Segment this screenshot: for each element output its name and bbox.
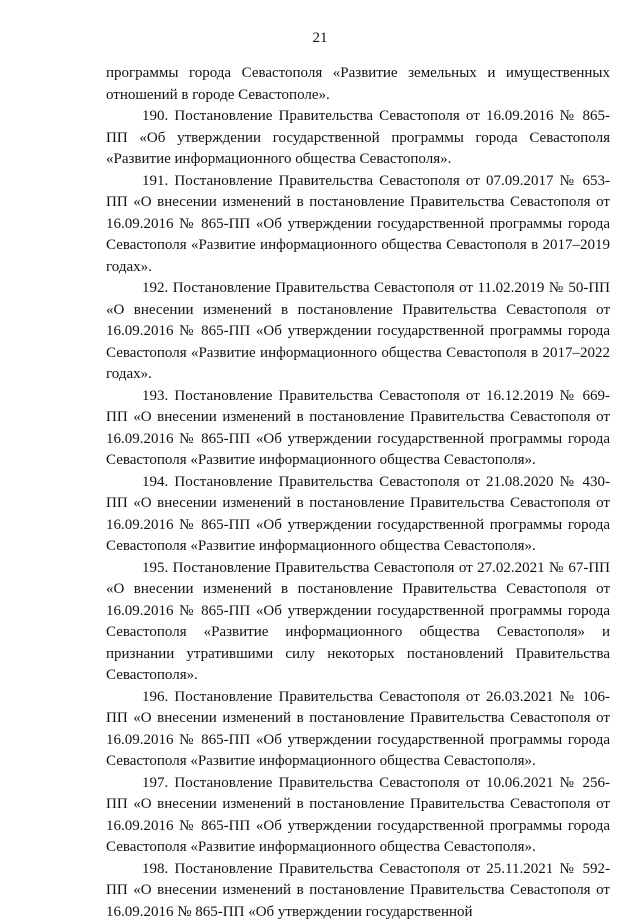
list-item-192: 192. Постановление Правительства Севастополя от 11.02.2019 № 50-ПП «О внесении изменений в постановление Правительства Севастополя от 16.09.2016 № 865-ПП «Об утверждении государственной программы города Севастополя «Развитие информационного общества Севастополя в 2017–2022 годах». xyxy=(106,278,610,386)
list-item-191: 191. Постановление Правительства Севастополя от 07.09.2017 № 653-ПП «О внесении изменений в постановление Правительства Севастополя от 16.09.2016 № 865-ПП «Об утверждении государственной программы города Севастополя «Развитие информационного общества Севастополя в 2017–2019 годах». xyxy=(106,171,610,279)
list-item-194: 194. Постановление Правительства Севастополя от 21.08.2020 № 430-ПП «О внесении изменений в постановление Правительства Севастополя от 16.09.2016 № 865-ПП «Об утверждении государственной программы города Севастополя «Развитие информационного общества Севастополя». xyxy=(106,472,610,558)
list-item-196: 196. Постановление Правительства Севастополя от 26.03.2021 № 106-ПП «О внесении изменений в постановление Правительства Севастополя от 16.09.2016 № 865-ПП «Об утверждении государственной программы города Севастополя «Развитие информационного общества Севастополя». xyxy=(106,687,610,773)
page-number: 21 xyxy=(0,30,640,47)
list-item-195: 195. Постановление Правительства Севастополя от 27.02.2021 № 67-ПП «О внесении изменений в постановление Правительства Севастополя от 16.09.2016 № 865-ПП «Об утверждении государственной программы города Севастополя «Развитие информационного общества Севастополя» и признании утратившими силу некоторых постановлений Правительства Севастополя». xyxy=(106,558,610,687)
list-item-193: 193. Постановление Правительства Севастополя от 16.12.2019 № 669-ПП «О внесении изменений в постановление Правительства Севастополя от 16.09.2016 № 865-ПП «Об утверждении государственной программы города Севастополя «Развитие информационного общества Севастополя». xyxy=(106,386,610,472)
document-body xyxy=(106,63,610,923)
list-item-190: 190. Постановление Правительства Севастополя от 16.09.2016 № 865-ПП «Об утверждении государственной программы города Севастополя «Развитие информационного общества Севастополя». xyxy=(106,106,610,171)
list-item-198: 198. Постановление Правительства Севастополя от 25.11.2021 № 592-ПП «О внесении изменений в постановление Правительства Севастополя от 16.09.2016 № 865-ПП «Об утверждении государственной xyxy=(106,859,610,923)
list-item-197: 197. Постановление Правительства Севастополя от 10.06.2021 № 256-ПП «О внесении изменений в постановление Правительства Севастополя от 16.09.2016 № 865-ПП «Об утверждении государственной программы города Севастополя «Развитие информационного общества Севастополя». xyxy=(106,773,610,859)
paragraph-continuation: программы города Севастополя «Развитие земельных и имущественных отношений в городе Севастополе». xyxy=(106,63,610,106)
